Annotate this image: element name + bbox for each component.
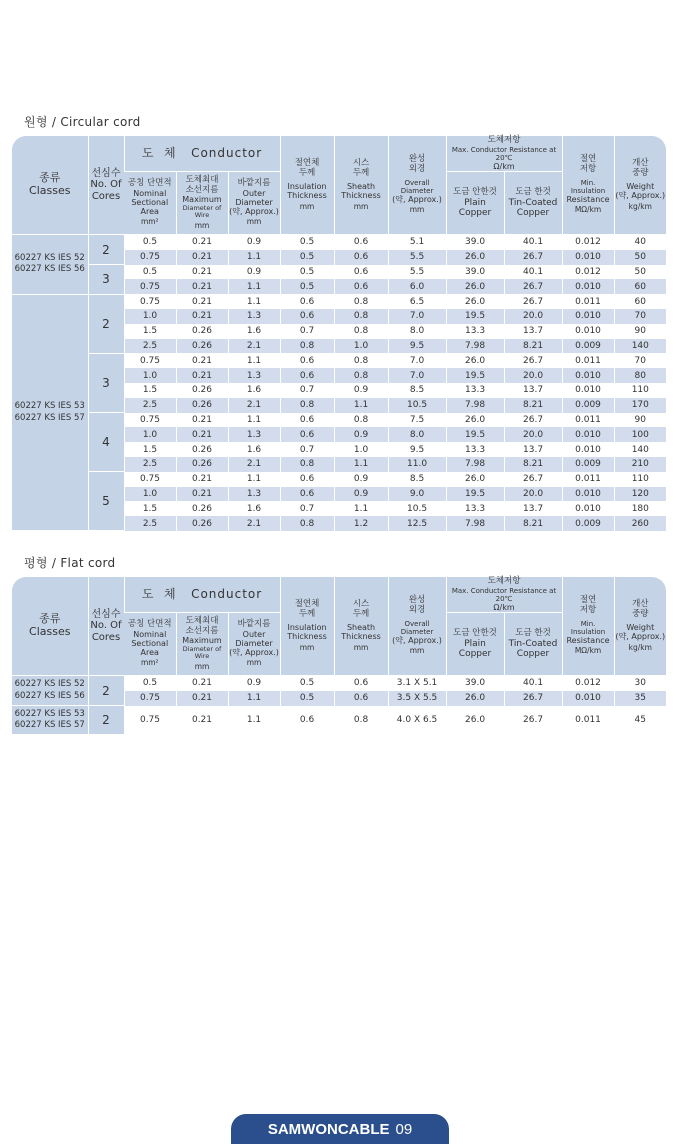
plain-res-cell: 19.5	[446, 487, 504, 502]
header-overall: 완성 외경 Overall Diameter (약, Approx.) mm	[388, 577, 446, 676]
insulation-cell: 0.8	[280, 339, 334, 354]
table-row	[12, 235, 666, 250]
insulation-cell: 0.8	[280, 516, 334, 531]
header-plain: 도금 안한것 Plain Copper	[446, 613, 504, 676]
area-cell: 2.5	[124, 398, 176, 413]
plain-res-cell: 39.0	[446, 265, 504, 280]
overall-dia-cell: 3.5 X 5.5	[388, 691, 446, 706]
sheath-cell: 0.6	[334, 279, 388, 294]
plain-res-cell: 26.0	[446, 691, 504, 706]
area-cell: 1.0	[124, 309, 176, 324]
circular-table-body	[12, 235, 666, 531]
class-label: 60227 KS IES 53	[14, 708, 85, 719]
area-cell: 1.0	[124, 427, 176, 442]
outer-dia-cell: 2.1	[228, 339, 280, 354]
tin-res-cell: 20.0	[504, 487, 562, 502]
overall-dia-cell: 7.0	[388, 309, 446, 324]
header-conductor: 도 체 Conductor	[124, 577, 280, 613]
overall-dia-cell: 8.0	[388, 324, 446, 339]
weight-cell: 40	[614, 235, 666, 250]
area-cell: 0.75	[124, 279, 176, 294]
plain-res-cell: 13.3	[446, 442, 504, 457]
outer-dia-cell: 1.1	[228, 250, 280, 265]
outer-dia-cell: 0.9	[228, 676, 280, 691]
tin-res-cell: 13.7	[504, 324, 562, 339]
flat-table-body	[12, 676, 666, 735]
overall-dia-cell: 7.0	[388, 353, 446, 368]
cores-cell: 3	[88, 353, 124, 412]
table-row	[12, 353, 666, 368]
tin-res-cell: 8.21	[504, 339, 562, 354]
overall-dia-cell: 9.5	[388, 339, 446, 354]
insulation-cell: 0.5	[280, 235, 334, 250]
min-ins-res-cell: 0.011	[562, 706, 614, 735]
header-resistance: 도체저항 Max. Conductor Resistance at 20℃ Ω/km	[446, 577, 562, 613]
cores-cell: 4	[88, 413, 124, 472]
area-cell: 0.75	[124, 294, 176, 309]
insulation-cell: 0.6	[280, 472, 334, 487]
tin-res-cell: 20.0	[504, 427, 562, 442]
insulation-cell: 0.8	[280, 457, 334, 472]
area-cell: 1.5	[124, 501, 176, 516]
plain-res-cell: 13.3	[446, 324, 504, 339]
sheath-cell: 0.8	[334, 413, 388, 428]
area-cell: 1.0	[124, 368, 176, 383]
insulation-cell: 0.7	[280, 442, 334, 457]
header-sheath: 시스 두께 Sheath Thickness mm	[334, 136, 388, 235]
tin-res-cell: 26.7	[504, 294, 562, 309]
min-ins-res-cell: 0.010	[562, 324, 614, 339]
plain-res-cell: 13.3	[446, 501, 504, 516]
header-overall: 완성 외경 Overall Diameter (약, Approx.) mm	[388, 136, 446, 235]
wire-dia-cell: 0.21	[176, 235, 228, 250]
tin-res-cell: 40.1	[504, 676, 562, 691]
tin-res-cell: 26.7	[504, 691, 562, 706]
insulation-cell: 0.8	[280, 398, 334, 413]
overall-dia-cell: 6.0	[388, 279, 446, 294]
class-label: 60227 KS IES 52	[14, 679, 85, 690]
weight-cell: 60	[614, 279, 666, 294]
cores-cell: 2	[88, 294, 124, 353]
header-conductor: 도 체 Conductor	[124, 136, 280, 172]
circular-section-title: 원형 / Circular cord	[24, 115, 141, 129]
wire-dia-cell: 0.26	[176, 398, 228, 413]
classes-cell	[12, 676, 88, 706]
sheath-cell: 1.1	[334, 501, 388, 516]
outer-dia-cell: 1.3	[228, 427, 280, 442]
insulation-cell: 0.7	[280, 324, 334, 339]
overall-dia-cell: 10.5	[388, 501, 446, 516]
wire-dia-cell: 0.21	[176, 472, 228, 487]
classes-cell	[12, 235, 88, 295]
weight-cell: 35	[614, 691, 666, 706]
weight-cell: 140	[614, 339, 666, 354]
header-insulation: 절연체 두께 Insulation Thickness mm	[280, 136, 334, 235]
wire-dia-cell: 0.26	[176, 442, 228, 457]
overall-dia-cell: 5.1	[388, 235, 446, 250]
sheath-cell: 0.8	[334, 353, 388, 368]
header-tin: 도금 한것 Tin-Coated Copper	[504, 613, 562, 676]
wire-dia-cell: 0.21	[176, 309, 228, 324]
table-row	[12, 265, 666, 280]
tin-res-cell: 8.21	[504, 398, 562, 413]
class-label: 60227 KS IES 53	[14, 401, 85, 412]
weight-cell: 210	[614, 457, 666, 472]
outer-dia-cell: 0.9	[228, 265, 280, 280]
outer-dia-cell: 1.6	[228, 501, 280, 516]
tin-res-cell: 40.1	[504, 265, 562, 280]
insulation-cell: 0.5	[280, 691, 334, 706]
area-cell: 0.75	[124, 353, 176, 368]
min-ins-res-cell: 0.009	[562, 516, 614, 531]
area-cell: 1.5	[124, 324, 176, 339]
outer-dia-cell: 0.9	[228, 235, 280, 250]
class-label: 60227 KS IES 56	[14, 690, 85, 701]
outer-dia-cell: 1.1	[228, 413, 280, 428]
tin-res-cell: 26.7	[504, 472, 562, 487]
weight-cell: 45	[614, 706, 666, 735]
insulation-cell: 0.6	[280, 294, 334, 309]
outer-dia-cell: 2.1	[228, 516, 280, 531]
insulation-cell: 0.6	[280, 413, 334, 428]
outer-dia-cell: 1.1	[228, 353, 280, 368]
overall-dia-cell: 8.5	[388, 472, 446, 487]
wire-dia-cell: 0.21	[176, 294, 228, 309]
header-wire: 도체최대 소선지름 Maximum Diameter of Wire mm	[176, 613, 228, 676]
cores-cell: 5	[88, 472, 124, 531]
tin-res-cell: 26.7	[504, 250, 562, 265]
sheath-cell: 0.9	[334, 427, 388, 442]
class-label: 60227 KS IES 57	[14, 720, 85, 731]
wire-dia-cell: 0.26	[176, 324, 228, 339]
tin-res-cell: 13.7	[504, 501, 562, 516]
min-ins-res-cell: 0.010	[562, 487, 614, 502]
sheath-cell: 0.8	[334, 324, 388, 339]
plain-res-cell: 7.98	[446, 398, 504, 413]
outer-dia-cell: 1.1	[228, 691, 280, 706]
table-row	[12, 706, 666, 735]
class-label: 60227 KS IES 57	[14, 412, 85, 423]
sheath-cell: 0.8	[334, 294, 388, 309]
sheath-cell: 0.6	[334, 235, 388, 250]
plain-res-cell: 39.0	[446, 676, 504, 691]
overall-dia-cell: 9.5	[388, 442, 446, 457]
header-cores: 선심수 No. Of Cores	[88, 577, 124, 676]
area-cell: 0.5	[124, 235, 176, 250]
sheath-cell: 1.2	[334, 516, 388, 531]
plain-res-cell: 39.0	[446, 235, 504, 250]
insulation-cell: 0.6	[280, 353, 334, 368]
tin-res-cell: 20.0	[504, 368, 562, 383]
header-resistance: 도체저항 Max. Conductor Resistance at 20℃ Ω/km	[446, 136, 562, 172]
plain-res-cell: 26.0	[446, 294, 504, 309]
sheath-cell: 0.6	[334, 676, 388, 691]
plain-res-cell: 26.0	[446, 413, 504, 428]
min-ins-res-cell: 0.010	[562, 691, 614, 706]
sheath-cell: 0.6	[334, 265, 388, 280]
header-outer: 바깥지름 Outer Diameter (약, Approx.) mm	[228, 172, 280, 235]
area-cell: 0.5	[124, 676, 176, 691]
insulation-cell: 0.5	[280, 676, 334, 691]
outer-dia-cell: 1.1	[228, 706, 280, 735]
wire-dia-cell: 0.26	[176, 516, 228, 531]
page-number: 09	[395, 1121, 413, 1138]
insulation-cell: 0.5	[280, 250, 334, 265]
min-ins-res-cell: 0.011	[562, 413, 614, 428]
area-cell: 0.75	[124, 250, 176, 265]
tin-res-cell: 26.7	[504, 353, 562, 368]
min-ins-res-cell: 0.011	[562, 294, 614, 309]
outer-dia-cell: 1.3	[228, 487, 280, 502]
min-ins-res-cell: 0.010	[562, 501, 614, 516]
sheath-cell: 0.8	[334, 309, 388, 324]
min-ins-res-cell: 0.012	[562, 265, 614, 280]
header-wire: 도체최대 소선지름 Maximum Diameter of Wire mm	[176, 172, 228, 235]
wire-dia-cell: 0.21	[176, 265, 228, 280]
min-ins-res-cell: 0.010	[562, 309, 614, 324]
header-insulation: 절연체 두께 Insulation Thickness mm	[280, 577, 334, 676]
header-area: 공칭 단면적 Nominal Sectional Area mm²	[124, 613, 176, 676]
wire-dia-cell: 0.21	[176, 706, 228, 735]
weight-cell: 110	[614, 383, 666, 398]
header-sheath: 시스 두께 Sheath Thickness mm	[334, 577, 388, 676]
weight-cell: 90	[614, 413, 666, 428]
plain-res-cell: 26.0	[446, 472, 504, 487]
overall-dia-cell: 10.5	[388, 398, 446, 413]
min-ins-res-cell: 0.012	[562, 235, 614, 250]
insulation-cell: 0.6	[280, 706, 334, 735]
weight-cell: 110	[614, 472, 666, 487]
insulation-cell: 0.5	[280, 279, 334, 294]
header-area: 공칭 단면적 Nominal Sectional Area mm²	[124, 172, 176, 235]
area-cell: 2.5	[124, 457, 176, 472]
header-classes: 종류 Classes	[12, 577, 88, 676]
overall-dia-cell: 4.0 X 6.5	[388, 706, 446, 735]
overall-dia-cell: 11.0	[388, 457, 446, 472]
overall-dia-cell: 6.5	[388, 294, 446, 309]
weight-cell: 80	[614, 368, 666, 383]
table-row	[12, 472, 666, 487]
header-weight: 개산 중량 Weight (약, Approx.) kg/km	[614, 136, 666, 235]
outer-dia-cell: 2.1	[228, 457, 280, 472]
table-row	[12, 676, 666, 691]
plain-res-cell: 7.98	[446, 516, 504, 531]
min-ins-res-cell: 0.010	[562, 250, 614, 265]
weight-cell: 100	[614, 427, 666, 442]
insulation-cell: 0.7	[280, 501, 334, 516]
overall-dia-cell: 3.1 X 5.1	[388, 676, 446, 691]
plain-res-cell: 13.3	[446, 383, 504, 398]
tin-res-cell: 20.0	[504, 309, 562, 324]
weight-cell: 60	[614, 294, 666, 309]
min-ins-res-cell: 0.009	[562, 457, 614, 472]
tin-res-cell: 8.21	[504, 516, 562, 531]
plain-res-cell: 26.0	[446, 706, 504, 735]
weight-cell: 180	[614, 501, 666, 516]
wire-dia-cell: 0.26	[176, 501, 228, 516]
min-ins-res-cell: 0.012	[562, 676, 614, 691]
sheath-cell: 1.0	[334, 339, 388, 354]
tin-res-cell: 8.21	[504, 457, 562, 472]
tin-res-cell: 13.7	[504, 383, 562, 398]
weight-cell: 30	[614, 676, 666, 691]
outer-dia-cell: 1.3	[228, 368, 280, 383]
plain-res-cell: 26.0	[446, 250, 504, 265]
weight-cell: 140	[614, 442, 666, 457]
header-classes: 종류 Classes	[12, 136, 88, 235]
plain-res-cell: 19.5	[446, 427, 504, 442]
sheath-cell: 0.6	[334, 250, 388, 265]
min-ins-res-cell: 0.010	[562, 442, 614, 457]
weight-cell: 90	[614, 324, 666, 339]
area-cell: 0.5	[124, 265, 176, 280]
insulation-cell: 0.6	[280, 427, 334, 442]
wire-dia-cell: 0.26	[176, 457, 228, 472]
circular-cord-table	[12, 136, 666, 531]
area-cell: 0.75	[124, 413, 176, 428]
sheath-cell: 1.0	[334, 442, 388, 457]
overall-dia-cell: 5.5	[388, 265, 446, 280]
cores-cell: 2	[88, 706, 124, 735]
flat-cord-table	[12, 577, 666, 735]
weight-cell: 120	[614, 487, 666, 502]
area-cell: 1.0	[124, 487, 176, 502]
class-label: 60227 KS IES 52	[14, 252, 85, 263]
overall-dia-cell: 7.0	[388, 368, 446, 383]
overall-dia-cell: 8.5	[388, 383, 446, 398]
min-ins-res-cell: 0.010	[562, 368, 614, 383]
area-cell: 2.5	[124, 339, 176, 354]
weight-cell: 70	[614, 353, 666, 368]
insulation-cell: 0.5	[280, 265, 334, 280]
area-cell: 0.75	[124, 706, 176, 735]
outer-dia-cell: 2.1	[228, 398, 280, 413]
area-cell: 0.75	[124, 472, 176, 487]
overall-dia-cell: 12.5	[388, 516, 446, 531]
weight-cell: 170	[614, 398, 666, 413]
header-outer: 바깥지름 Outer Diameter (약, Approx.) mm	[228, 613, 280, 676]
header-plain: 도금 안한것 Plain Copper	[446, 172, 504, 235]
outer-dia-cell: 1.6	[228, 383, 280, 398]
brand-name: SAMWONCABLE	[267, 1121, 390, 1138]
outer-dia-cell: 1.6	[228, 442, 280, 457]
tin-res-cell: 26.7	[504, 279, 562, 294]
wire-dia-cell: 0.21	[176, 487, 228, 502]
tin-res-cell: 26.7	[504, 413, 562, 428]
insulation-cell: 0.6	[280, 309, 334, 324]
tin-res-cell: 13.7	[504, 442, 562, 457]
insulation-cell: 0.6	[280, 368, 334, 383]
wire-dia-cell: 0.21	[176, 413, 228, 428]
plain-res-cell: 7.98	[446, 339, 504, 354]
wire-dia-cell: 0.21	[176, 250, 228, 265]
wire-dia-cell: 0.21	[176, 279, 228, 294]
min-ins-res-cell: 0.011	[562, 353, 614, 368]
tin-res-cell: 40.1	[504, 235, 562, 250]
weight-cell: 50	[614, 265, 666, 280]
overall-dia-cell: 7.5	[388, 413, 446, 428]
sheath-cell: 1.1	[334, 457, 388, 472]
cores-cell: 2	[88, 676, 124, 706]
plain-res-cell: 19.5	[446, 309, 504, 324]
min-ins-res-cell: 0.011	[562, 472, 614, 487]
classes-cell	[12, 294, 88, 531]
outer-dia-cell: 1.6	[228, 324, 280, 339]
weight-cell: 70	[614, 309, 666, 324]
page-footer	[231, 1114, 449, 1144]
cores-cell: 3	[88, 265, 124, 295]
sheath-cell: 0.8	[334, 368, 388, 383]
min-ins-res-cell: 0.010	[562, 427, 614, 442]
wire-dia-cell: 0.21	[176, 368, 228, 383]
sheath-cell: 0.9	[334, 472, 388, 487]
table-row	[12, 294, 666, 309]
overall-dia-cell: 5.5	[388, 250, 446, 265]
header-min-insulation: 절연 저항 Min. Insulation Resistance MΩ/km	[562, 136, 614, 235]
wire-dia-cell: 0.26	[176, 339, 228, 354]
weight-cell: 260	[614, 516, 666, 531]
outer-dia-cell: 1.1	[228, 294, 280, 309]
tin-res-cell: 26.7	[504, 706, 562, 735]
header-min-insulation: 절연 저항 Min. Insulation Resistance MΩ/km	[562, 577, 614, 676]
overall-dia-cell: 9.0	[388, 487, 446, 502]
wire-dia-cell: 0.21	[176, 691, 228, 706]
insulation-cell: 0.7	[280, 383, 334, 398]
area-cell: 0.75	[124, 691, 176, 706]
outer-dia-cell: 1.1	[228, 279, 280, 294]
sheath-cell: 0.6	[334, 691, 388, 706]
insulation-cell: 0.6	[280, 487, 334, 502]
min-ins-res-cell: 0.010	[562, 383, 614, 398]
min-ins-res-cell: 0.009	[562, 339, 614, 354]
sheath-cell: 1.1	[334, 398, 388, 413]
wire-dia-cell: 0.26	[176, 383, 228, 398]
min-ins-res-cell: 0.010	[562, 279, 614, 294]
class-label: 60227 KS IES 56	[14, 264, 85, 275]
wire-dia-cell: 0.21	[176, 427, 228, 442]
classes-cell	[12, 706, 88, 735]
overall-dia-cell: 8.0	[388, 427, 446, 442]
outer-dia-cell: 1.3	[228, 309, 280, 324]
plain-res-cell: 26.0	[446, 353, 504, 368]
header-weight: 개산 중량 Weight (약, Approx.) kg/km	[614, 577, 666, 676]
sheath-cell: 0.8	[334, 706, 388, 735]
flat-section-title: 평형 / Flat cord	[24, 556, 116, 570]
table-row	[12, 413, 666, 428]
plain-res-cell: 7.98	[446, 457, 504, 472]
outer-dia-cell: 1.1	[228, 472, 280, 487]
plain-res-cell: 19.5	[446, 368, 504, 383]
cores-cell: 2	[88, 235, 124, 265]
area-cell: 1.5	[124, 442, 176, 457]
area-cell: 2.5	[124, 516, 176, 531]
area-cell: 1.5	[124, 383, 176, 398]
sheath-cell: 0.9	[334, 383, 388, 398]
sheath-cell: 0.9	[334, 487, 388, 502]
header-cores: 선심수 No. Of Cores	[88, 136, 124, 235]
weight-cell: 50	[614, 250, 666, 265]
header-tin: 도금 한것 Tin-Coated Copper	[504, 172, 562, 235]
min-ins-res-cell: 0.009	[562, 398, 614, 413]
plain-res-cell: 26.0	[446, 279, 504, 294]
wire-dia-cell: 0.21	[176, 676, 228, 691]
wire-dia-cell: 0.21	[176, 353, 228, 368]
